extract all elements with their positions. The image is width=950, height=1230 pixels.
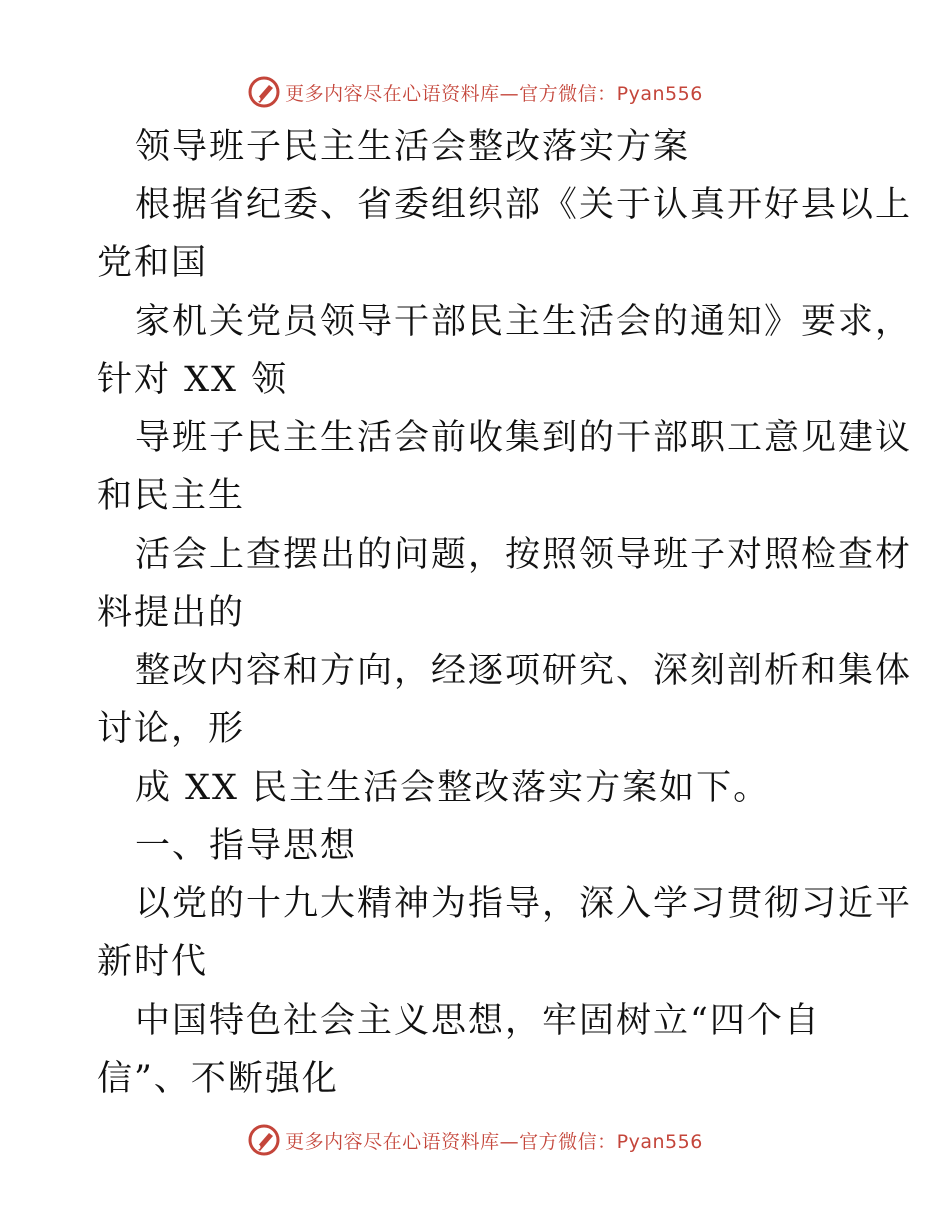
paragraph-line: 针对 XX 领: [97, 360, 289, 400]
paragraph-line: 党和国: [97, 243, 209, 283]
paragraph-line: 中国特色社会主义思想，牢固树立“四个自: [135, 1001, 821, 1041]
paragraph-line: 新时代: [97, 942, 209, 982]
watermark-text: 更多内容尽在心语资料库—官方微信：Pyan556: [285, 1130, 703, 1153]
footer-watermark: [0, 1120, 950, 1160]
paragraph-line: 以党的十九大精神为指导，深入学习贯彻习近平: [135, 884, 913, 924]
paragraph-line: 和民主生: [97, 476, 246, 516]
paragraph-line: 整改内容和方向，经逐项研究、深刻剖析和集体: [135, 651, 913, 691]
paragraph-line: 导班子民主生活会前收集到的干部职工意见建议: [135, 418, 913, 458]
paragraph-line: 活会上查摆出的问题，按照领导班子对照检查材: [135, 535, 913, 575]
paragraph-line: 根据省纪委、省委组织部《关于认真开好县以上: [135, 185, 913, 225]
section-heading: 一、指导思想: [135, 826, 358, 866]
paragraph-line: 成 XX 民主生活会整改落实方案如下。: [135, 768, 771, 808]
paragraph-line: 信”、不断强化: [97, 1059, 339, 1099]
document-title: 领导班子民主生活会整改落实方案: [135, 127, 691, 167]
paragraph-line: 讨论，形: [97, 709, 246, 749]
seal-pen-logo-icon: [247, 1123, 281, 1157]
paragraph-line: 料提出的: [97, 593, 246, 633]
paragraph-line: 家机关党员领导干部民主生活会的通知》要求，: [135, 302, 913, 342]
watermark-text: 更多内容尽在心语资料库—官方微信：Pyan556: [285, 82, 703, 105]
